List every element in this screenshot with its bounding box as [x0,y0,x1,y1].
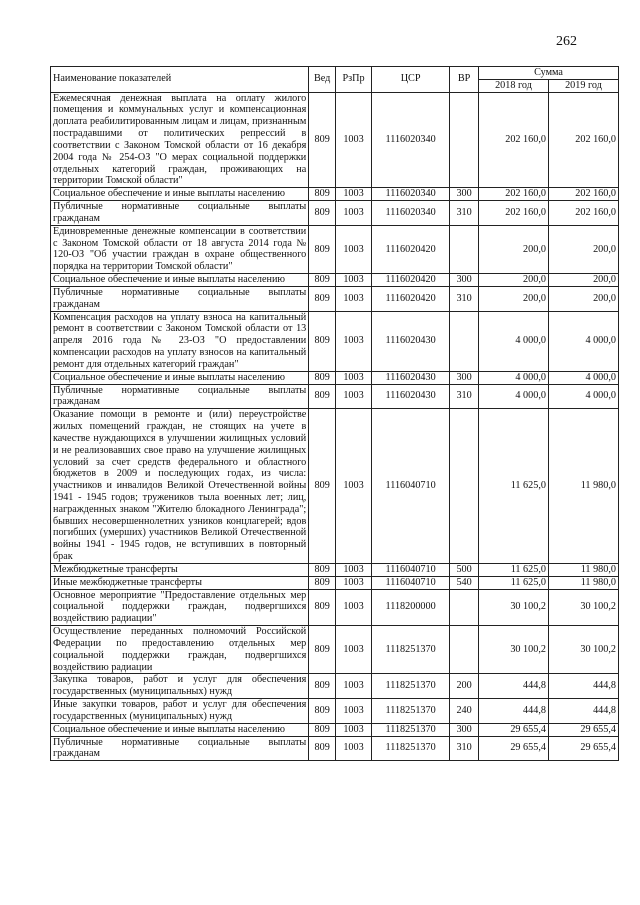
row-rzpr: 1003 [336,274,372,287]
row-sum-2018: 4 000,0 [479,311,549,371]
row-rzpr: 1003 [336,371,372,384]
row-ved: 809 [309,576,336,589]
row-name: Закупка товаров, работ и услуг для обеспечения государственных (муниципальных) нужд [51,674,309,699]
row-sum-2019: 11 980,0 [548,576,618,589]
row-name: Публичные нормативные социальные выплаты гражданам [51,286,309,311]
table-row [51,274,619,287]
row-name: Иные межбюджетные трансферты [51,576,309,589]
row-rzpr: 1003 [336,674,372,699]
row-ved: 809 [309,563,336,576]
row-sum-2018: 29 655,4 [479,723,549,736]
row-name: Социальное обеспечение и иные выплаты населению [51,371,309,384]
row-sum-2019: 202 160,0 [548,201,618,226]
row-rzpr: 1003 [336,699,372,724]
row-name: Компенсация расходов на уплату взноса на капитальный ремонт в соответствии с Законом Томской области от 13 апреля 2016 года № 23-ОЗ "О предоставлении компенсации расходов на уплату взносов на капитальный ремонт для отдельных категорий граждан" [51,311,309,371]
row-sum-2019: 11 980,0 [548,563,618,576]
header-name: Наименование показателей [51,67,309,93]
row-sum-2018: 11 625,0 [479,576,549,589]
row-csr: 1116020420 [372,286,450,311]
row-rzpr: 1003 [336,563,372,576]
table-row [51,736,619,761]
row-sum-2019: 444,8 [548,674,618,699]
row-csr: 1118251370 [372,723,450,736]
row-sum-2019: 30 100,2 [548,626,618,674]
row-csr: 1116020420 [372,225,450,273]
row-name: Публичные нормативные социальные выплаты гражданам [51,201,309,226]
table-row [51,563,619,576]
row-csr: 1116020430 [372,311,450,371]
row-csr: 1118251370 [372,626,450,674]
row-rzpr: 1003 [336,188,372,201]
row-csr: 1118251370 [372,674,450,699]
row-ved: 809 [309,723,336,736]
row-csr: 1116020430 [372,384,450,409]
row-name: Основное мероприятие "Предоставление отдельных мер социальной поддержки граждан, подвергшихся воздействию радиации" [51,589,309,625]
row-sum-2019: 4 000,0 [548,371,618,384]
row-vr: 500 [450,563,479,576]
row-sum-2018: 29 655,4 [479,736,549,761]
row-csr: 1116040710 [372,563,450,576]
table-row [51,576,619,589]
table-row [51,674,619,699]
row-ved: 809 [309,225,336,273]
row-name: Осуществление переданных полномочий Российской Федерации по предоставлению отдельных мер социальной поддержки граждан, подвергшихся воздействию радиации [51,626,309,674]
row-rzpr: 1003 [336,225,372,273]
row-sum-2019: 200,0 [548,225,618,273]
row-sum-2018: 202 160,0 [479,92,549,188]
row-ved: 809 [309,311,336,371]
row-vr: 310 [450,201,479,226]
row-sum-2018: 4 000,0 [479,371,549,384]
row-csr: 1116020430 [372,371,450,384]
row-name: Оказание помощи в ремонте и (или) переустройстве жилых помещений граждан, не стоящих на учете в качестве нуждающихся в улучшении жилищных условий и не реализовавших свое право на улучшение жилищных условий за счет средств федерального и областного бюджетов в 2009 и последующих годах, из числа: участников и инвалидов Великой Отечественной войны 1941 - 1945 годов; тружеников тыла военных лет; лиц, награжденных знаком "Жителю блокадного Ленинграда"; бывших несовершеннолетних узников концлагерей; вдов погибших (умерших) участников Великой Отечественной войны 1941 - 1945 годов, не вступивших в повторный брак [51,409,309,564]
row-csr: 1116040710 [372,576,450,589]
row-sum-2018: 200,0 [479,225,549,273]
row-vr: 300 [450,371,479,384]
row-ved: 809 [309,286,336,311]
table-row [51,311,619,371]
row-rzpr: 1003 [336,589,372,625]
row-sum-2018: 4 000,0 [479,384,549,409]
row-csr: 1116020340 [372,92,450,188]
row-vr: 200 [450,674,479,699]
row-rzpr: 1003 [336,311,372,371]
row-sum-2019: 202 160,0 [548,92,618,188]
row-rzpr: 1003 [336,286,372,311]
row-ved: 809 [309,371,336,384]
row-vr [450,589,479,625]
row-rzpr: 1003 [336,723,372,736]
row-rzpr: 1003 [336,384,372,409]
row-rzpr: 1003 [336,626,372,674]
row-sum-2019: 4 000,0 [548,311,618,371]
row-ved: 809 [309,201,336,226]
row-csr: 1116020340 [372,188,450,201]
table-row [51,626,619,674]
row-sum-2018: 11 625,0 [479,563,549,576]
header-csr: ЦСР [372,67,450,93]
row-sum-2019: 202 160,0 [548,188,618,201]
row-sum-2019: 29 655,4 [548,736,618,761]
row-sum-2019: 29 655,4 [548,723,618,736]
table-row [51,723,619,736]
row-name: Социальное обеспечение и иные выплаты населению [51,274,309,287]
row-rzpr: 1003 [336,201,372,226]
row-csr: 1118251370 [372,736,450,761]
row-csr: 1118200000 [372,589,450,625]
row-vr: 310 [450,384,479,409]
header-year-2018: 2018 год [479,79,549,92]
table-row [51,384,619,409]
row-ved: 809 [309,699,336,724]
row-vr: 310 [450,286,479,311]
row-ved: 809 [309,409,336,564]
row-sum-2019: 30 100,2 [548,589,618,625]
table-row [51,92,619,188]
budget-table [50,66,619,761]
row-sum-2018: 30 100,2 [479,589,549,625]
row-sum-2019: 11 980,0 [548,409,618,564]
row-ved: 809 [309,589,336,625]
row-name: Межбюджетные трансферты [51,563,309,576]
table-row [51,371,619,384]
row-rzpr: 1003 [336,409,372,564]
row-name: Публичные нормативные социальные выплаты гражданам [51,736,309,761]
row-vr [450,225,479,273]
row-name: Ежемесячная денежная выплата на оплату жилого помещения и коммунальных услуг и компенсационная доплата реабилитированным лицам и лицам, признанным пострадавшими от политических репрессий в соответствии с Законом Томской области от 16 декабря 2004 года № 254-ОЗ "О мерах социальной поддержки отдельных категорий граждан, проживающих на территории Томской области" [51,92,309,188]
row-sum-2019: 4 000,0 [548,384,618,409]
table-row [51,589,619,625]
row-ved: 809 [309,626,336,674]
table-header [51,67,619,93]
row-sum-2019: 200,0 [548,286,618,311]
row-csr: 1116040710 [372,409,450,564]
table-body [51,92,619,761]
row-vr: 310 [450,736,479,761]
row-sum-2018: 444,8 [479,699,549,724]
table-row [51,225,619,273]
row-vr: 300 [450,188,479,201]
row-ved: 809 [309,736,336,761]
row-sum-2019: 200,0 [548,274,618,287]
row-sum-2018: 202 160,0 [479,201,549,226]
row-ved: 809 [309,92,336,188]
table-row [51,286,619,311]
row-sum-2019: 444,8 [548,699,618,724]
row-rzpr: 1003 [336,576,372,589]
row-rzpr: 1003 [336,92,372,188]
row-csr: 1118251370 [372,699,450,724]
row-sum-2018: 444,8 [479,674,549,699]
row-name: Иные закупки товаров, работ и услуг для обеспечения государственных (муниципальных) нужд [51,699,309,724]
row-name: Единовременные денежные компенсации в соответствии с Законом Томской области от 18 августа 2014 года № 120-ОЗ "Об участии граждан в охране общественного порядка на территории Томской области" [51,225,309,273]
header-ved: Вед [309,67,336,93]
row-vr [450,92,479,188]
row-vr: 300 [450,723,479,736]
row-name: Социальное обеспечение и иные выплаты населению [51,723,309,736]
row-sum-2018: 200,0 [479,286,549,311]
row-vr: 240 [450,699,479,724]
row-vr [450,626,479,674]
row-ved: 809 [309,188,336,201]
row-name: Социальное обеспечение и иные выплаты населению [51,188,309,201]
header-vr: ВР [450,67,479,93]
row-vr [450,311,479,371]
row-name: Публичные нормативные социальные выплаты гражданам [51,384,309,409]
row-vr: 540 [450,576,479,589]
row-ved: 809 [309,274,336,287]
row-sum-2018: 30 100,2 [479,626,549,674]
table-row [51,699,619,724]
header-year-2019: 2019 год [548,79,618,92]
row-ved: 809 [309,674,336,699]
row-ved: 809 [309,384,336,409]
table-row [51,188,619,201]
table-row [51,201,619,226]
header-rzpr: РзПр [336,67,372,93]
row-csr: 1116020340 [372,201,450,226]
row-sum-2018: 200,0 [479,274,549,287]
table-row [51,409,619,564]
row-sum-2018: 11 625,0 [479,409,549,564]
page-number: 262 [556,34,577,49]
row-vr: 300 [450,274,479,287]
row-sum-2018: 202 160,0 [479,188,549,201]
header-summa: Сумма [479,67,619,80]
row-csr: 1116020420 [372,274,450,287]
row-vr [450,409,479,564]
row-rzpr: 1003 [336,736,372,761]
